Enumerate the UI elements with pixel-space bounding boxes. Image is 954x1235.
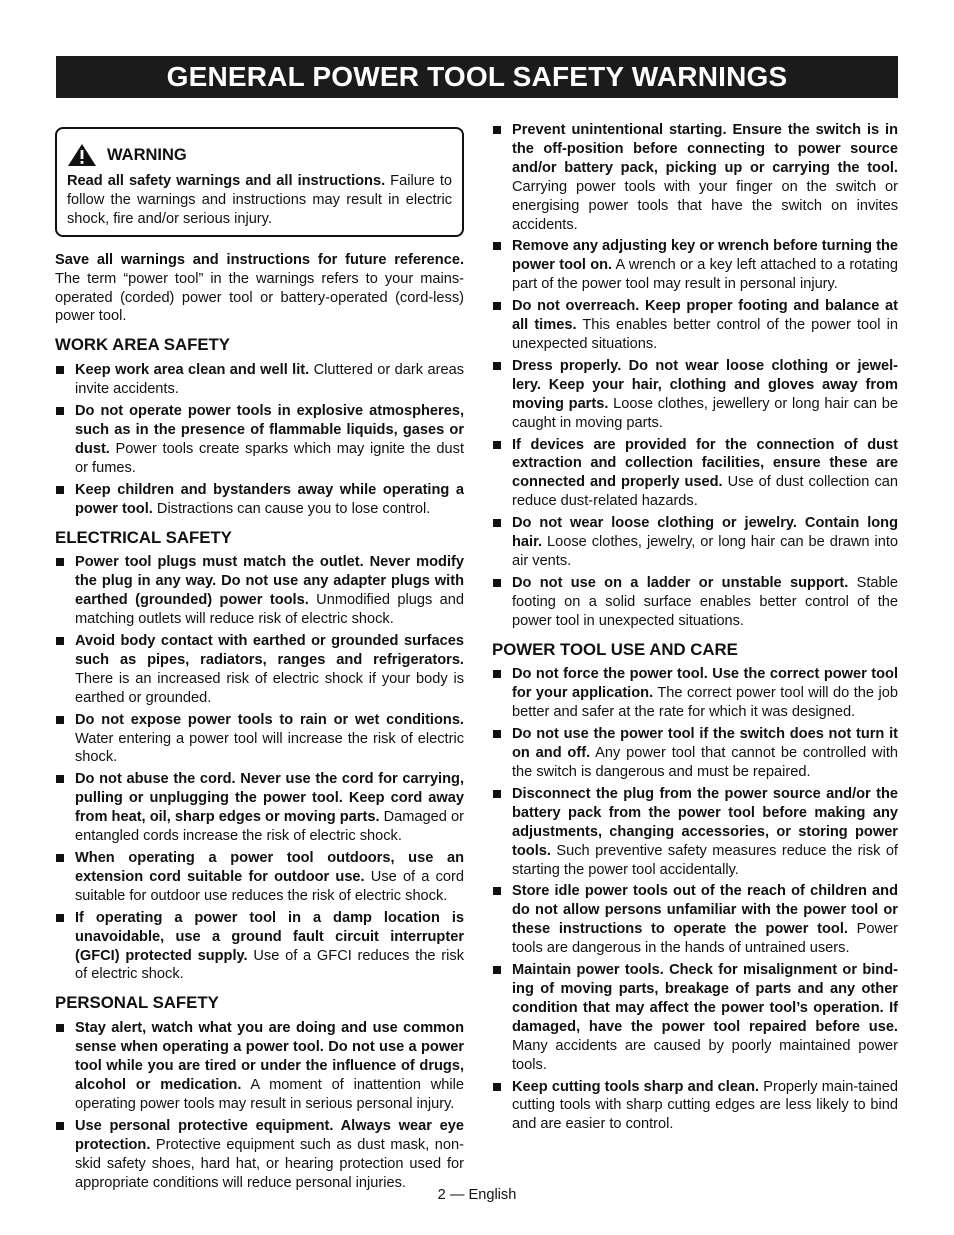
list-item: Do not expose power tools to rain or wet conditions. Water entering a power tool will increase the risk of electric shock.: [55, 711, 464, 768]
list-item: Use personal protective equipment. Always wear eye protection. Protective equipment such as dust mask, non-skid safety shoes, hard hat, or hearing protection used for appropriate conditions will reduce personal injuries.: [55, 1117, 464, 1193]
list-item: Avoid body contact with earthed or grounded surfaces such as pipes, radiators, ranges and refrigerators. There is an increased risk of electric shock if your body is earthed or grounded.: [55, 632, 464, 708]
section-title-electrical: ELECTRICAL SAFETY: [55, 527, 232, 547]
list-item: Prevent unintentional starting. Ensure the switch is in the off-position before connecting to power source and/or battery pack, picking up or carrying the tool. Carrying power tools with your finger on the switch or energising power tools that have the switch on invites accidents.: [492, 121, 898, 234]
page-footer: 2 — English: [437, 1187, 517, 1203]
list-item: Do not force the power tool. Use the correct power tool for your application. The correct power tool will do the job better and safer at the rate for which it was designed.: [492, 665, 898, 722]
intro-paragraph: Save all warnings and instructions for future reference. The term “power tool” in the warnings refers to your mains-operated (corded) power tool or battery-operated (cord-less) power tool.: [55, 251, 464, 325]
list-item: Power tool plugs must match the outlet. Never modify the plug in any way. Do not use any adapter plugs with earthed (grounded) power tools. Unmodified plugs and matching outlets will reduce risk of electric shock.: [55, 553, 464, 629]
right-column: [492, 121, 898, 1137]
list-item: Keep work area clean and well lit. Cluttered or dark areas invite accidents.: [55, 361, 464, 399]
section-title-personal: PERSONAL SAFETY: [55, 993, 219, 1013]
list-item: Dress properly. Do not wear loose clothing or jewel-lery. Keep your hair, clothing and gloves away from moving parts. Loose clothes, jewellery or long hair can be caught in moving parts.: [492, 357, 898, 433]
list-item: Do not use the power tool if the switch does not turn it on and off. Any power tool that cannot be controlled with the switch is dangerous and must be repaired.: [492, 725, 898, 782]
list-item: Stay alert, watch what you are doing and use common sense when operating a power tool. Do not use a power tool while you are tired or under the influence of drugs, alcohol or medication. A moment of inattention while operating power tools may result in serious personal injury.: [55, 1019, 464, 1114]
left-column: [55, 127, 464, 1195]
list-item: If devices are provided for the connection of dust extraction and collection facilities, ensure these are connected and properly used. Use of dust collection can reduce dust-related hazards.: [492, 436, 898, 512]
warning-label: WARNING: [107, 145, 187, 164]
section-title-use-care: POWER TOOL USE AND CARE: [492, 639, 738, 659]
electrical-list: [55, 553, 464, 984]
list-item: Remove any adjusting key or wrench before turning the power tool on. A wrench or a key left attached to a rotating part of the power tool may result in personal injury.: [492, 237, 898, 294]
list-item: Do not use on a ladder or unstable support. Stable footing on a solid surface enables better control of the power tool in unexpected situations.: [492, 574, 898, 631]
use-care-list: [492, 665, 898, 1134]
list-item: Disconnect the plug from the power source and/or the battery pack from the power tool before making any adjustments, changing accessories, or storing power tools. Such preventive safety measures reduce the risk of starting the power tool accidentally.: [492, 785, 898, 880]
page-title: GENERAL POWER TOOL SAFETY WARNINGS: [166, 61, 788, 92]
personal-list: [55, 1019, 464, 1192]
title-bar: [56, 56, 898, 98]
warning-header: [67, 143, 452, 167]
warning-text: Read all safety warnings and all instructions. Failure to follow the warnings and instructions may result in electric shock, fire and/or serious injury.: [67, 173, 452, 227]
list-item: If operating a power tool in a damp location is unavoidable, use a ground fault circuit interrupter (GFCI) protected supply. Use of a GFCI reduces the risk of electric shock.: [55, 909, 464, 985]
list-item: Do not operate power tools in explosive atmospheres, such as in the presence of flammable liquids, gases or dust. Power tools create sparks which may ignite the dust or fumes.: [55, 402, 464, 478]
warning-triangle-icon: [67, 143, 97, 167]
personal-continued-list: [492, 121, 898, 631]
list-item: Store idle power tools out of the reach of children and do not allow persons unfamiliar with the power tool or these instructions to operate the power tool. Power tools are dangerous in the hands of untrained users.: [492, 882, 898, 958]
list-item: Do not overreach. Keep proper footing and balance at all times. This enables better control of the power tool in unexpected situations.: [492, 297, 898, 354]
work-area-list: [55, 361, 464, 518]
list-item: When operating a power tool outdoors, use an extension cord suitable for outdoor use. Use of a cord suitable for outdoor use reduces the risk of electric shock.: [55, 849, 464, 906]
list-item: Maintain power tools. Check for misalignment or bind-ing of moving parts, breakage of parts and any other condition that may affect the power tool’s operation. If damaged, have the power tool repaired before use. Many accidents are caused by poorly maintained power tools.: [492, 961, 898, 1074]
list-item: Keep children and bystanders away while operating a power tool. Distractions can cause you to lose control.: [55, 481, 464, 519]
section-title-work-area: WORK AREA SAFETY: [55, 335, 230, 355]
list-item: Keep cutting tools sharp and clean. Properly main-tained cutting tools with sharp cutting edges are less likely to bind and are easier to control.: [492, 1078, 898, 1135]
list-item: Do not abuse the cord. Never use the cord for carrying, pulling or unplugging the power tool. Keep cord away from heat, oil, sharp edges or moving parts. Damaged or entangled cords increase the risk of electric shock.: [55, 770, 464, 846]
list-item: Do not wear loose clothing or jewelry. Contain long hair. Loose clothes, jewelry, or long hair can be drawn into air vents.: [492, 514, 898, 571]
warning-box: [55, 127, 464, 237]
